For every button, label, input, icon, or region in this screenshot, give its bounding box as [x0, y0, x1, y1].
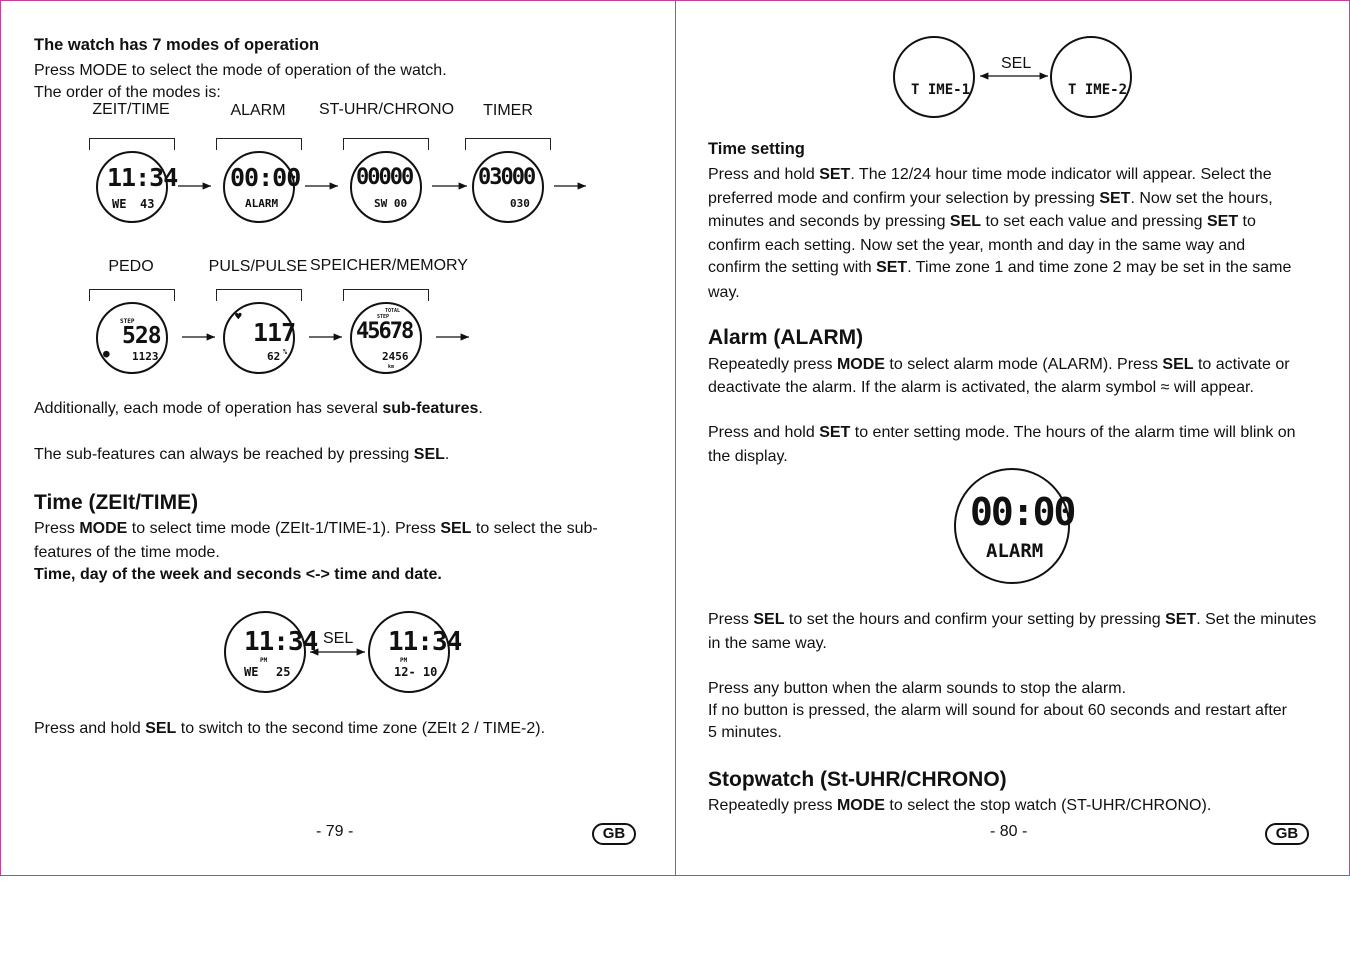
time-setting-line: [708, 187, 1273, 210]
text-run: Press and hold: [708, 166, 820, 183]
text-run: to: [1238, 213, 1256, 230]
alarm-line: [708, 376, 1254, 399]
text-run: to set each value and pressing: [981, 213, 1207, 230]
keyword: SET: [819, 424, 851, 441]
text-run: Press and hold: [34, 720, 146, 737]
lcd-sub: 1123: [132, 350, 159, 363]
keyword: SEL: [145, 720, 177, 737]
sel-label: SEL: [1001, 55, 1032, 72]
heart-icon: ♥: [235, 310, 242, 323]
text-run: .: [478, 400, 483, 417]
lcd-main: 11:34: [388, 627, 462, 657]
lcd-tag: TOTAL: [385, 308, 401, 314]
time-setting-heading: Time setting: [708, 140, 805, 158]
lcd-main: T IME-1: [911, 82, 971, 98]
text-run: will appear.: [1169, 379, 1254, 396]
time-heading: Time (ZEIt/TIME): [34, 491, 199, 514]
alarm-line: [708, 353, 1290, 376]
lcd-sub: 12- 10: [394, 665, 438, 679]
text-run: to select the sub-: [471, 520, 598, 537]
text-run: Repeatedly press: [708, 797, 837, 814]
lcd-main: 45678: [356, 319, 413, 344]
right-page: [675, 0, 1350, 876]
lcd-sub: 2456: [382, 350, 409, 363]
lcd-main: T IME-2: [1068, 82, 1128, 98]
text-run: . The 12/24 hour time mode indicator will appear. Select the: [850, 166, 1272, 183]
lcd-sub: SW 00: [374, 197, 408, 210]
time-setting-line: way.: [708, 284, 740, 301]
text-run: confirm the setting with: [708, 259, 877, 276]
modes-heading: The watch has 7 modes of operation: [34, 36, 320, 54]
time-setting-line: [708, 210, 1256, 233]
keyword: SET: [1099, 190, 1131, 207]
alarm-line: 5 minutes.: [708, 724, 782, 741]
lcd-main: 528: [122, 323, 161, 349]
sel-double-arrow: [1, 1, 677, 877]
keyword: MODE: [836, 356, 885, 373]
keyword: SET: [876, 259, 908, 276]
lcd-tag-step: STEP: [377, 314, 390, 320]
mode-label-timer: TIMER: [483, 102, 533, 119]
lcd-main: 00000: [356, 165, 413, 190]
lcd-pm: PM: [400, 657, 408, 664]
lcd-pm: PM: [260, 657, 268, 664]
text-run: to select alarm mode (ALARM). Press: [884, 356, 1163, 373]
mode-label-chrono: ST-UHR/CHRONO: [318, 101, 455, 118]
text-run: to switch to the second time zone (ZEIt 2 / TIME-2).: [176, 720, 546, 737]
mode-label-alarm: ALARM: [230, 102, 286, 119]
time-setting-line: confirm each setting. Now set the year, month and day in the same way and: [708, 237, 1246, 254]
lcd-main: 03000: [478, 165, 535, 190]
text-run: to set the hours and confirm your setting by pressing: [784, 611, 1166, 628]
text-run: Press: [708, 611, 754, 628]
lcd-day: WE: [244, 665, 259, 679]
language-badge: GB: [1265, 823, 1309, 845]
text-run: minutes and seconds by pressing: [708, 213, 950, 230]
watch-display-time-zone-2: [1050, 36, 1132, 118]
lcd-sub: ALARM: [245, 197, 279, 210]
keyword: SET: [1206, 213, 1239, 230]
time-zone-paragraph: [34, 717, 545, 740]
lcd-main: 00:00: [230, 163, 301, 192]
lcd-main: 00:00: [970, 490, 1075, 534]
time-subfeature-line: Time, day of the week and seconds <-> time and date.: [34, 566, 442, 583]
mode-label-memory: SPEICHER/MEMORY: [310, 257, 468, 274]
time-setting-line: [708, 163, 1272, 186]
time-setting-line: [708, 256, 1291, 279]
lcd-main: 117: [253, 318, 296, 347]
text-run: deactivate the alarm. If the alarm is activated, the alarm symbol: [708, 379, 1161, 396]
alarm-line: [708, 421, 1296, 444]
watch-display-alarm: [954, 468, 1075, 584]
intro-line-2: The order of the modes is:: [34, 84, 221, 101]
text-run: . Time zone 1 and time zone 2 may be set in the same: [907, 259, 1292, 276]
alarm-line: in the same way.: [708, 635, 827, 652]
alarm-line: the display.: [708, 448, 788, 465]
text-run: to select the stop watch (ST-UHR/CHRONO).: [884, 797, 1212, 814]
footprint-icon: ●: [103, 347, 110, 360]
page-number: - 80 -: [990, 823, 1028, 840]
keyword: SEL: [753, 611, 785, 628]
keyword: SEL: [949, 213, 982, 230]
mode-label-time: ZEIT/TIME: [92, 101, 170, 118]
lcd-sub: 030: [510, 197, 530, 210]
keyword: SET: [819, 166, 851, 183]
text-run: . Now set the hours,: [1130, 190, 1273, 207]
text-run: .: [444, 446, 450, 463]
text-run: to select time mode (ZEIt-1/TIME-1). Press: [127, 520, 441, 537]
text-run: . Set the minutes: [1196, 611, 1317, 628]
page-number: - 79 -: [316, 823, 354, 840]
watch-display-time-date: [368, 611, 462, 693]
stopwatch-heading: Stopwatch (St-UHR/CHRONO): [708, 768, 1007, 791]
lcd-tag: STEP: [120, 318, 135, 325]
text-run: Press and hold: [708, 424, 820, 441]
lcd-sub: 62: [267, 350, 281, 363]
mode-label-pedo: PEDO: [108, 258, 154, 275]
keyword: SEL: [1162, 356, 1194, 373]
language-badge: GB: [592, 823, 636, 845]
alarm-heading: Alarm (ALARM): [708, 326, 864, 349]
keyword: sub-features: [382, 400, 479, 417]
intro-line-1: Press MODE to select the mode of operation of the watch.: [34, 62, 447, 79]
lcd-sub: ALARM: [986, 540, 1044, 562]
mode-label-pulse: PULS/PULSE: [208, 258, 308, 275]
text-run: Additionally, each mode of operation has several: [34, 400, 383, 417]
alarm-line: Press any button when the alarm sounds to stop the alarm.: [708, 680, 1127, 697]
sel-label: SEL: [323, 630, 354, 647]
lcd-unit: km: [388, 364, 395, 370]
keyword: SET: [1165, 611, 1197, 628]
lcd-day: WE: [112, 197, 127, 211]
keyword: MODE: [79, 520, 128, 537]
text-run: Press: [34, 520, 80, 537]
text-run: preferred mode and confirm your selection by pressing: [708, 190, 1100, 207]
left-page: [0, 0, 676, 876]
text-run: to enter setting mode. The hours of the alarm time will blink on: [850, 424, 1296, 441]
keyword: MODE: [836, 797, 885, 814]
alarm-line: [708, 608, 1316, 631]
alarm-symbol-icon: ≈: [1160, 379, 1170, 396]
lcd-sub: 43: [140, 197, 155, 211]
text-run: Repeatedly press: [708, 356, 837, 373]
stopwatch-line: [708, 794, 1211, 817]
lcd-main: 11:34: [107, 163, 178, 192]
text-run: The sub-features can always be reached by pressing: [34, 446, 414, 463]
lcd-sub: 25: [276, 665, 291, 679]
time-paragraph-line-2: features of the time mode.: [34, 544, 220, 561]
keyword: SEL: [413, 446, 445, 463]
alarm-line: If no button is pressed, the alarm will sound for about 60 seconds and restart after: [708, 702, 1287, 719]
text-run: to activate or: [1193, 356, 1290, 373]
lcd-unit: %: [283, 348, 288, 356]
keyword: SEL: [440, 520, 472, 537]
lcd-main: 11:34: [244, 627, 318, 657]
